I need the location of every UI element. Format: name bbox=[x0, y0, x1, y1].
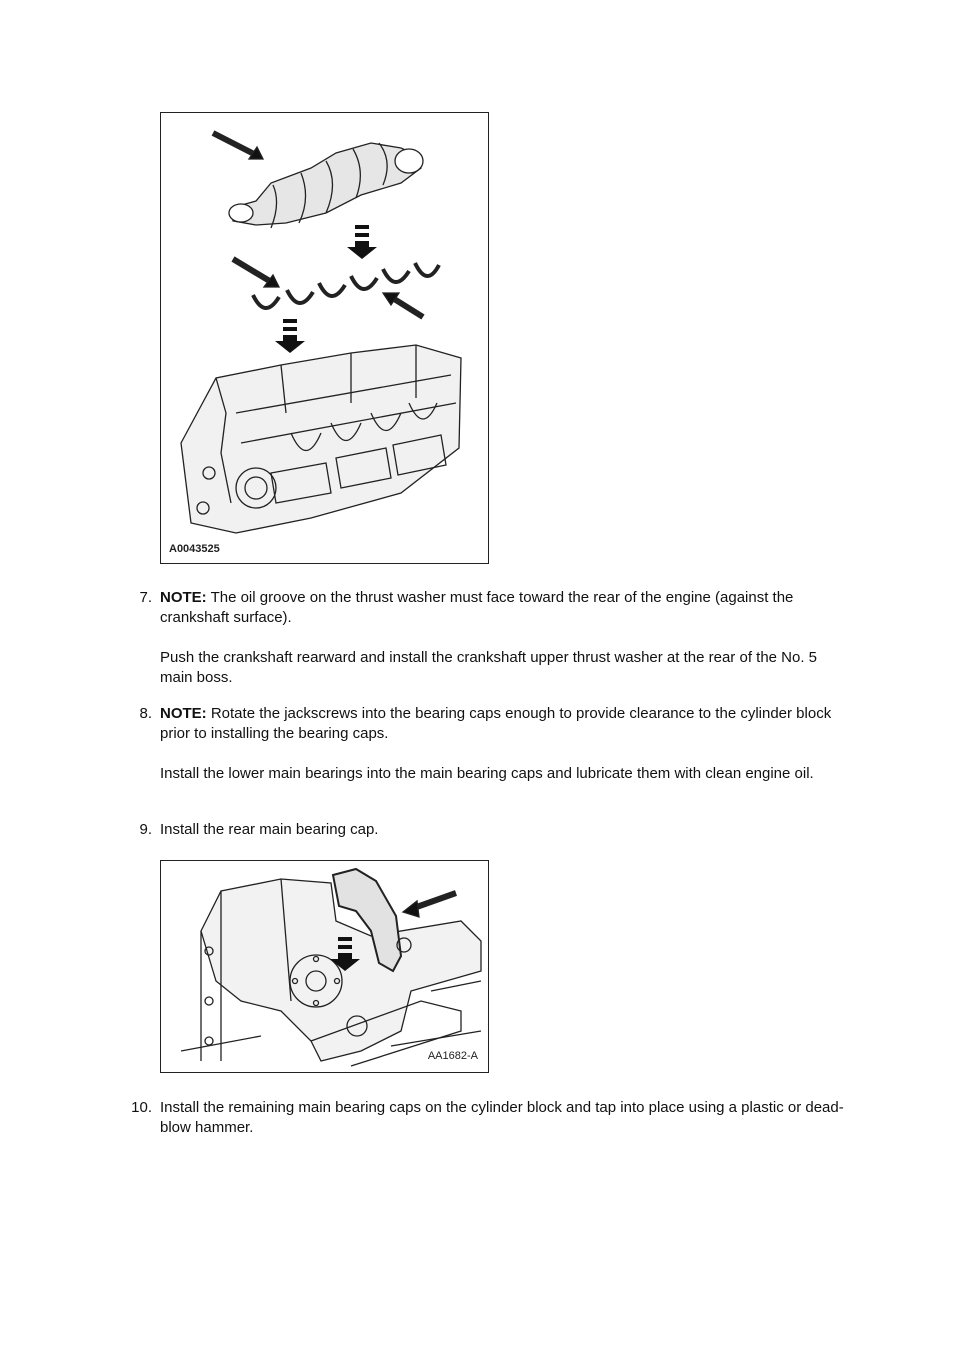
note bbox=[160, 588, 850, 628]
note-label: NOTE: bbox=[160, 705, 207, 722]
bearing-cap-illustration bbox=[161, 861, 488, 1072]
step-number: 9. bbox=[139, 821, 152, 838]
step-number: 7. bbox=[139, 589, 152, 606]
figure-id-label: A0043525 bbox=[169, 543, 220, 555]
note-label: NOTE: bbox=[160, 589, 207, 606]
figure-id-label: AA1682-A bbox=[427, 1050, 478, 1062]
note-text: The oil groove on the thrust washer must face toward the rear of the engine (against the crankshaft surface). bbox=[160, 589, 794, 626]
step-number: 10. bbox=[131, 1099, 152, 1116]
note-text: Rotate the jackscrews into the bearing caps enough to provide clearance to the cylinder block prior to installing the bearing caps. bbox=[160, 705, 832, 742]
step-number: 8. bbox=[139, 705, 152, 722]
note bbox=[160, 704, 850, 744]
figure-rear-main-bearing-cap bbox=[160, 860, 489, 1073]
figure-crankshaft-installation bbox=[160, 112, 489, 564]
step-text: Install the rear main bearing cap. bbox=[160, 821, 379, 838]
crankshaft-illustration bbox=[161, 113, 488, 563]
step-text: Install the remaining main bearing caps on the cylinder block and tap into place using a plastic or dead-blow hammer. bbox=[160, 1099, 844, 1136]
step-text: Push the crankshaft rearward and install the crankshaft upper thrust washer at the rear of the No. 5 main boss. bbox=[160, 649, 818, 686]
step-text: Install the lower main bearings into the main bearing caps and lubricate them with clean engine oil. bbox=[160, 765, 814, 782]
